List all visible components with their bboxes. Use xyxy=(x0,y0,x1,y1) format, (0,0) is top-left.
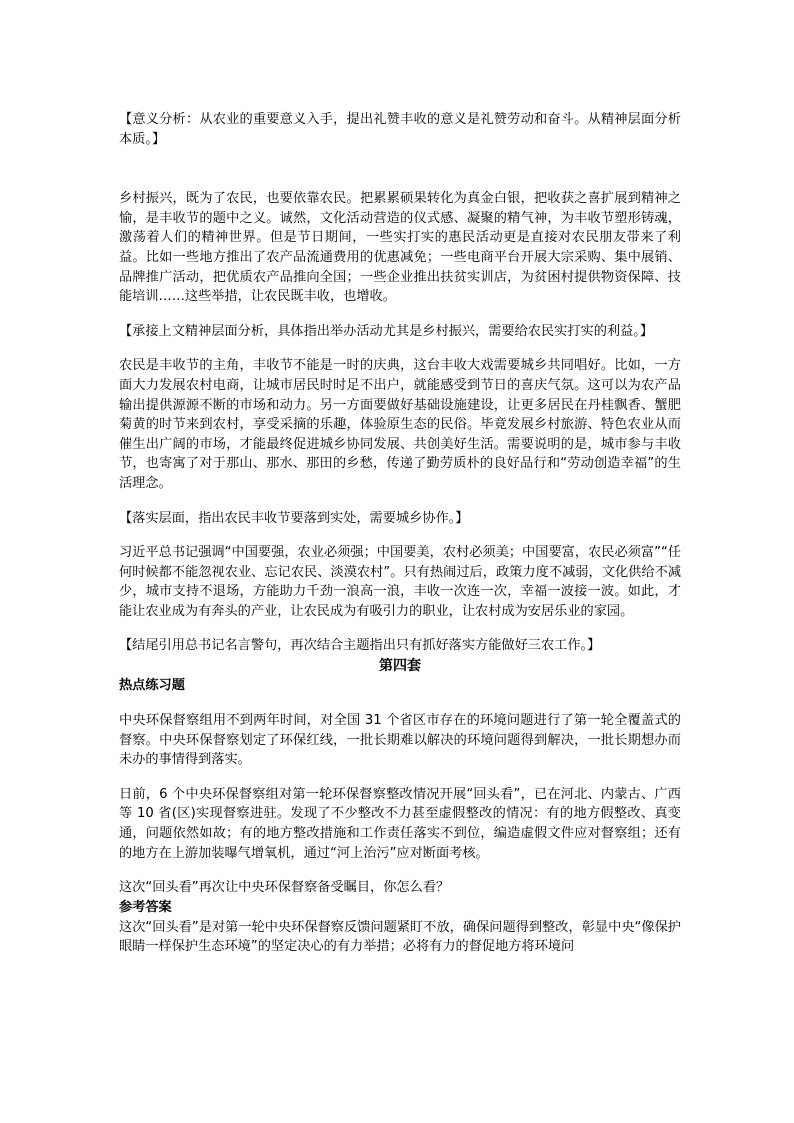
body-paragraph-urban-rural: 农民是丰收节的主角，丰收节不能是一时的庆典，这台丰收大戏需要城乡共同唱好。比如，一方面大力发展农村电商，让城市居民时时足不出户，就能感受到节日的喜庆气氛。这可以为农产品输出提供源源不断的市场和动力。另一方面要做好基础设施建设，让更多居民在丹桂飘香、蟹肥菊黄的时节来到农村，享受采摘的乐趣，体验原生态的民俗。毕竟发展乡村旅游、特色农业从而催生出广阔的市场，才能最终促进城乡协同发展、共创美好生活。需要说明的是，城市参与丰收节，也寄寓了对于那山、那水、那田的乡愁，传递了勤劳质朴的良好品行和“劳动创造幸福”的生活理念。 xyxy=(119,358,681,491)
analysis-note-benefits: 【承接上文精神层面分析，具体指出举办活动尤其是乡村振兴，需要给农民实打实的利益。】 xyxy=(119,323,654,339)
body-paragraph-rural-revitalization: 乡村振兴，既为了农民，也要依靠农民。把累累硕果转化为真金白银，把收获之喜扩展到精神之愉，是丰收节的题中之义。诚然，文化活动营造的仪式感、凝聚的精气神，为丰收节塑形铸魂，激荡着人们的精神世界。但是节日期间，一些实打实的惠民活动更是直接对农民朋友带来了利益。比如一些地方推出了农产品流通费用的优惠减免；一些电商平台开展大宗采购、集中展销、品牌推广活动，把优质农产品推向全国；一些企业推出扶贫实训店，为贫困村提供物资保障、技能培训……这些举措，让农民既丰收，也增收。 xyxy=(119,191,681,305)
answer-heading: 参考答案 xyxy=(119,899,172,915)
exercise-question: 这次“回头看”再次让中央环保督察备受瞩目，你怎么看？ xyxy=(119,880,450,896)
analysis-note-conclusion: 【结尾引用总书记名言警句，再次结合主题指出只有抓好落实方能做好三农工作。】 xyxy=(119,638,601,654)
exercise-paragraph-inspection: 日前，6 个中央环保督察组对第一轮环保督察整改情况开展“回头看”，已在河北、内蒙古、广西等 10 省(区)实现督察进驻。发现了不少整改不力甚至虚假整改的情况：有的地方假整改、真变通，问题依然如故；有的地方整改措施和工作责任落实不到位，编造虚假文件应对督察组；还有的地方在上游加装曝气增氧机，通过“河上治污”应对断面考核。 xyxy=(119,786,681,861)
answer-paragraph: 这次“回头看”是对第一轮中央环保督察反馈问题紧盯不放，确保问题得到整改，彰显中央“像保护眼睛一样保护生态环境”的坚定决心的有力举措；必将有力的督促地方将环境问 xyxy=(119,919,681,955)
analysis-note-implementation: 【落实层面，指出农民丰收节要落到实处，需要城乡协作。】 xyxy=(119,510,469,526)
exercise-heading: 热点练习题 xyxy=(119,678,185,694)
body-paragraph-quote: 习近平总书记强调“中国要强，农业必须强；中国要美，农村必须美；中国要富，农民必须富”“任何时候都不能忽视农业、忘记农民、淡漠农村”。只有热闹过后，政策力度不减弱，文化供给不减少，城市支持不退场，方能助力千劲一浪高一浪，丰收一次连一次，幸福一波接一波。如此，才能让农业成为有奔头的产业，让农民成为有吸引力的职业，让农村成为安居乐业的家园。 xyxy=(119,545,681,619)
exercise-paragraph-background: 中央环保督察组用不到两年时间，对全国 31 个省区市存在的环境问题进行了第一轮全覆盖式的督察。中央环保督察划定了环保红线，一批长期难以解决的环境问题得到解决，一批长期想办而未办的事情得到落实。 xyxy=(119,713,681,768)
section-title: 第四套 xyxy=(379,658,421,675)
analysis-note-meaning: 【意义分析：从农业的重要意义入手，提出礼赞丰收的意义是礼赞劳动和奋斗。从精神层面分析本质。】 xyxy=(119,112,681,147)
document-page xyxy=(119,110,681,957)
